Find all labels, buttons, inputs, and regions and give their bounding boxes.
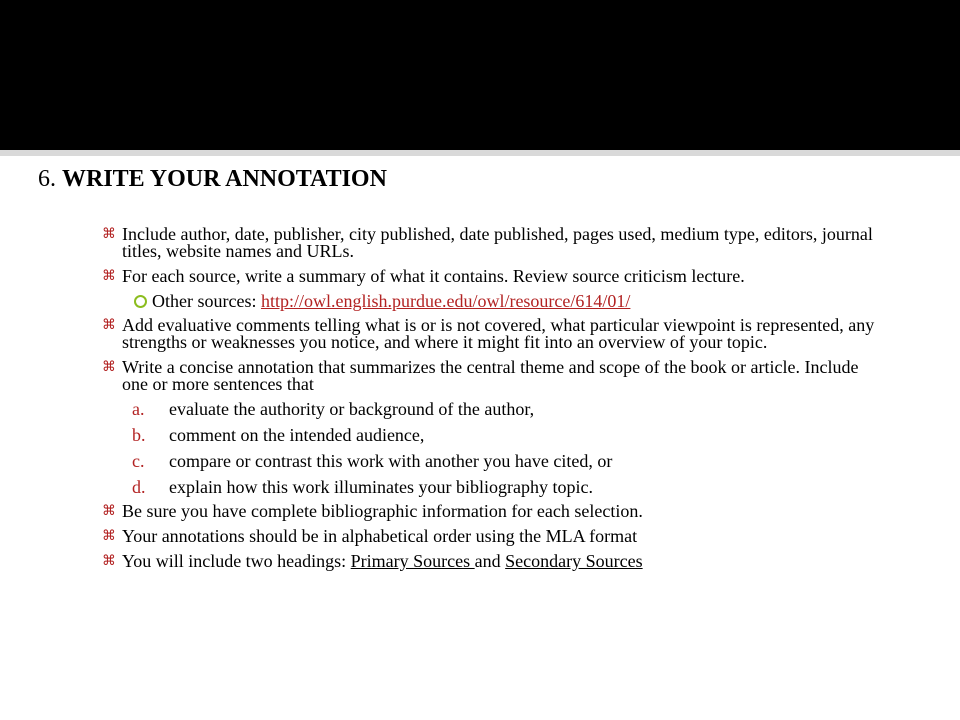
sub-item-label: Other sources: (152, 291, 261, 311)
alpha-item (132, 399, 877, 419)
list-item (102, 317, 877, 351)
heading-secondary-sources: Secondary Sources (505, 551, 643, 571)
list-item (102, 226, 877, 260)
alpha-letter: b. (132, 425, 146, 445)
list-item (102, 359, 877, 393)
list-item-text: Your annotations should be in alphabetical order using the MLA format (122, 526, 638, 546)
list-item-text: For each source, write a summary of what it contains. Review source criticism lecture. (122, 266, 745, 286)
bullet-icon: ⌘ (102, 360, 116, 375)
bullet-icon: ⌘ (102, 318, 116, 333)
bullet-icon: ⌘ (102, 227, 116, 242)
page-title (38, 166, 387, 193)
header-bar (0, 0, 960, 150)
alpha-item-text: evaluate the authority or background of the author, (169, 399, 535, 419)
alpha-letter: d. (132, 477, 146, 497)
content (102, 226, 877, 578)
list-item-text: Include author, date, publisher, city published, date published, pages used, medium type, editors, journal titles, website names and URLs. (122, 224, 873, 261)
alpha-letter: c. (132, 451, 145, 471)
list-item (102, 503, 877, 520)
bullet-icon: ⌘ (102, 554, 116, 569)
list-item (102, 528, 877, 545)
divider (0, 150, 960, 156)
list-item-text: Be sure you have complete bibliographic information for each selection. (122, 501, 643, 521)
alpha-item (132, 425, 877, 445)
list-item-text: and (474, 551, 506, 571)
list-item-text: Add evaluative comments telling what is or is not covered, what particular viewpoint is represented, any strengths or weaknesses you notice, and where it might fit into an overview of your topic. (122, 315, 875, 352)
alpha-item-text: compare or contrast this work with another you have cited, or (169, 451, 613, 471)
list-item-text: You will include two headings: (122, 551, 351, 571)
title-number: 6. (38, 166, 56, 192)
sub-item (134, 291, 877, 311)
heading-primary-sources: Primary Sources (350, 551, 475, 571)
alpha-item (132, 451, 877, 471)
circle-bullet-icon (134, 295, 147, 308)
title-text: WRITE YOUR ANNOTATION (62, 166, 387, 192)
alpha-item-text: explain how this work illuminates your bibliography topic. (169, 477, 593, 497)
owl-link[interactable]: http://owl.english.purdue.edu/owl/resource/614/01/ (260, 291, 631, 311)
alpha-item (132, 477, 877, 497)
list-item (102, 268, 877, 285)
bullet-icon: ⌘ (102, 529, 116, 544)
bullet-icon: ⌘ (102, 269, 116, 284)
alpha-item-text: comment on the intended audience, (169, 425, 425, 445)
list-item-text: Write a concise annotation that summarizes the central theme and scope of the book or article. Include one or more sentences that (122, 357, 859, 394)
alpha-letter: a. (132, 399, 145, 419)
bullet-icon: ⌘ (102, 504, 116, 519)
list-item (102, 553, 877, 570)
